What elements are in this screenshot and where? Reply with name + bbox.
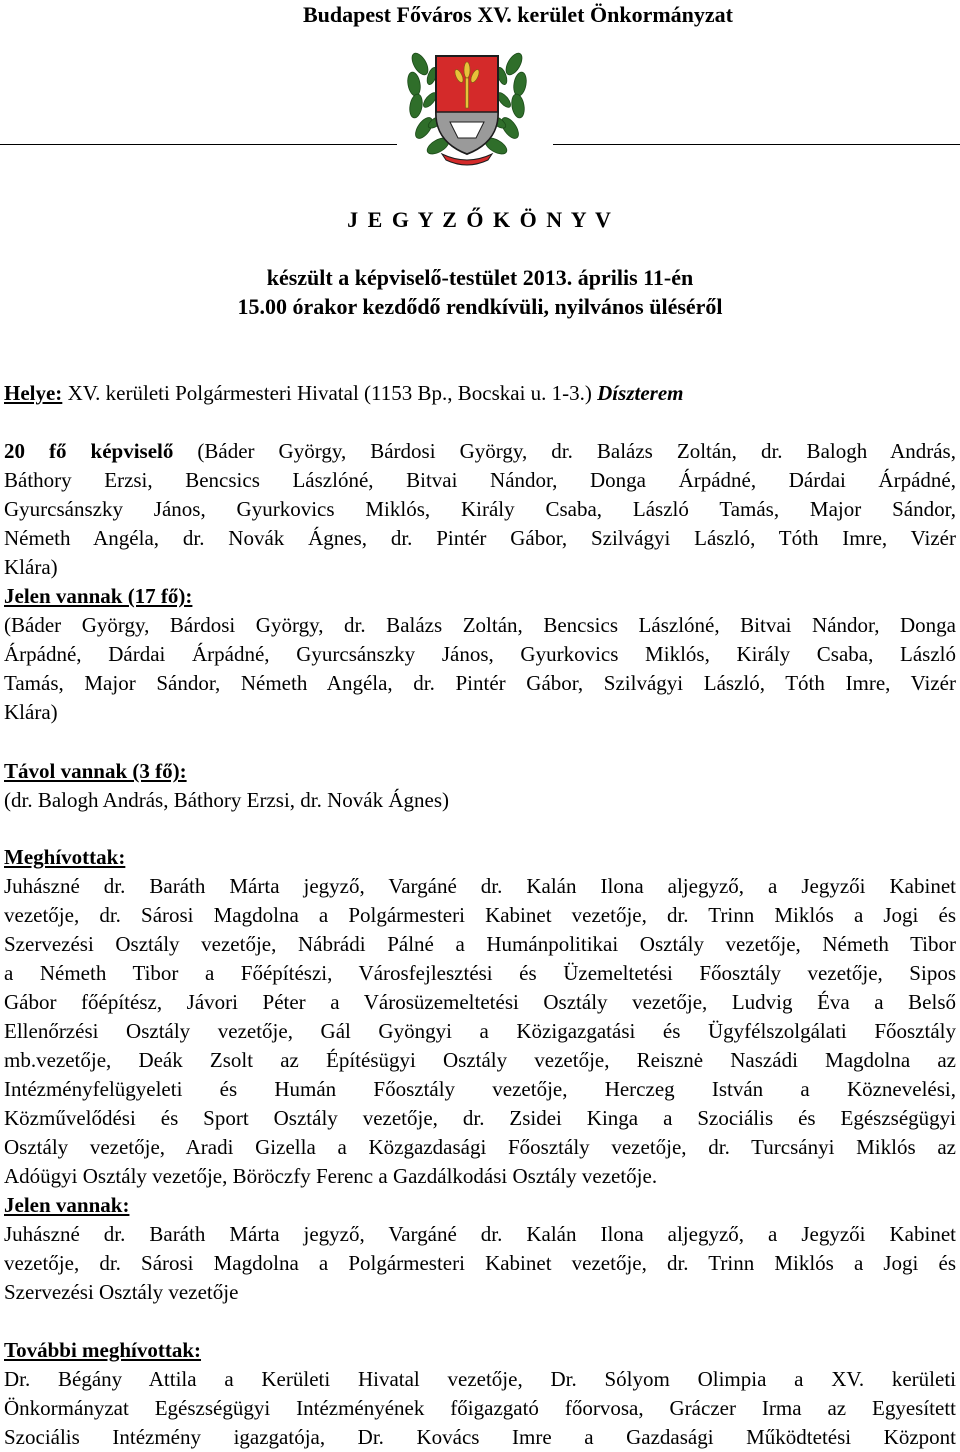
invited-line: vezetője, dr. Sárosi Magdolna a Polgármesteri Kabinet vezetője, dr. Trinn Miklós a Jogi és xyxy=(4,903,956,927)
invited-line: a Németh Tibor a Főépítészi, Városfejlesztési és Üzemeltetési Főosztály vezetője, Sipos xyxy=(4,961,956,985)
invited-line: Közművelődési és Sport Osztály vezetője, dr. Zsidei Kinga a Szociális és Egészségügyi xyxy=(4,1106,956,1130)
location-room: Díszterem xyxy=(597,381,684,405)
header-divider-left xyxy=(0,144,397,145)
invited-heading: Meghívottak: xyxy=(4,845,126,869)
invited-present-line: Szervezési Osztály vezetője xyxy=(4,1280,239,1304)
members-text-1: (Báder György, Bárdosi György, dr. Balázs Zoltán, dr. Balogh András, xyxy=(173,439,956,463)
location-text: XV. kerületi Polgármesteri Hivatal (1153 Bp., Bocskai u. 1-3.) xyxy=(62,381,598,405)
municipal-coat-of-arms xyxy=(406,42,528,166)
further-invited-line: Önkormányzat Egészségügyi Intézményének főigazgató főorvosa, Gráczer Irma az Egyesített xyxy=(4,1396,956,1420)
members-line-5: Klára) xyxy=(4,555,58,579)
members-line-4: Németh Angéla, dr. Novák Ágnes, dr. Pintér Gábor, Szilvágyi László, Tóth Imre, Vizér xyxy=(4,526,956,550)
invited-present-line: Juhászné dr. Baráth Márta jegyző, Vargáné dr. Kalán Ilona aljegyző, a Jegyzői Kabinet xyxy=(4,1222,956,1246)
subtitle-line-2: 15.00 órakor kezdődő rendkívüli, nyilvános üléséről xyxy=(237,294,723,319)
present-heading: Jelen vannak (17 fő): xyxy=(4,584,193,608)
absent-line-1: (dr. Balogh András, Báthory Erzsi, dr. Novák Ágnes) xyxy=(4,788,450,812)
invited-line: Ellenőrzési Osztály vezetője, Gál Gyöngyi a Közigazgatási és Ügyfélszolgálati Főosztály xyxy=(4,1019,956,1043)
location-label: Helye: xyxy=(4,381,63,405)
invited-line: Intézményfelügyeleti és Humán Főosztály vezetője, Herczeg István a Köznevelési, xyxy=(4,1077,956,1101)
absent-heading: Távol vannak (3 fő): xyxy=(4,759,187,783)
invited-line: Adóügyi Osztály vezetője, Böröczfy Ferenc a Gazdálkodási Osztály vezetője. xyxy=(4,1164,658,1188)
further-invited-heading: További meghívottak: xyxy=(4,1338,202,1362)
present-line-1: (Báder György, Bárdosi György, dr. Balázs Zoltán, Bencsics Lászlóné, Bitvai Nándor, Donga xyxy=(4,613,956,637)
members-line-1 xyxy=(4,437,956,466)
document-title: J E G Y Z Ő K Ö N Y V xyxy=(347,207,613,232)
members-line-3: Gyurcsánszky János, Gyurkovics Miklós, Király Csaba, László Tamás, Major Sándor, xyxy=(4,497,956,521)
invited-line: mb.vezetője, Deák Zsolt az Építésügyi Osztály vezetője, Reisznė Naszádi Magdolna az xyxy=(4,1048,956,1072)
members-line-2: Báthory Erzsi, Bencsics Lászlóné, Bitvai Nándor, Donga Árpádné, Dárdai Árpádné, xyxy=(4,468,956,492)
invited-line: Osztály vezetője, Aradi Gizella a Közgazdasági Főosztály vezetője, dr. Turcsányi Miklós az xyxy=(4,1135,956,1159)
invited-line: Gábor főépítész, Jávori Péter a Városüzemeltetési Osztály vezetője, Ludvig Éva a Belső xyxy=(4,990,956,1014)
present-line-3: Tamás, Major Sándor, Németh Angéla, dr. Pintér Gábor, Szilvágyi László, Tóth Imre, Vizér xyxy=(4,671,956,695)
further-invited-line: Szociális Intézmény igazgatója, Dr. Kovács Imre a Gazdasági Működtetési Központ xyxy=(4,1425,956,1449)
present-line-2: Árpádné, Dárdai Árpádné, Gyurcsánszky János, Gyurkovics Miklós, Király Csaba, László xyxy=(4,642,956,666)
invited-present-line: vezetője, dr. Sárosi Magdolna a Polgármesteri Kabinet vezetője, dr. Trinn Miklós a Jogi és xyxy=(4,1251,956,1275)
invited-line: Juhászné dr. Baráth Márta jegyző, Vargáné dr. Kalán Ilona aljegyző, a Jegyzői Kabinet xyxy=(4,874,956,898)
header-divider-right xyxy=(553,144,960,145)
subtitle-line-1: készült a képviselő-testület 2013. április 11-én xyxy=(266,265,694,290)
municipality-header: Budapest Főváros XV. kerület Önkormányzat xyxy=(302,2,734,27)
members-count: 20 fő képviselő xyxy=(4,439,174,463)
present-line-4: Klára) xyxy=(4,700,58,724)
invited-line: Szervezési Osztály vezetője, Nábrádi Pálné a Humánpolitikai Osztály vezetője, Németh Tibor xyxy=(4,932,956,956)
further-invited-line: Dr. Bégány Attila a Kerületi Hivatal vezetője, Dr. Sólyom Olimpia a XV. kerületi xyxy=(4,1367,956,1391)
invited-present-heading: Jelen vannak: xyxy=(4,1193,130,1217)
location-line xyxy=(4,379,956,408)
